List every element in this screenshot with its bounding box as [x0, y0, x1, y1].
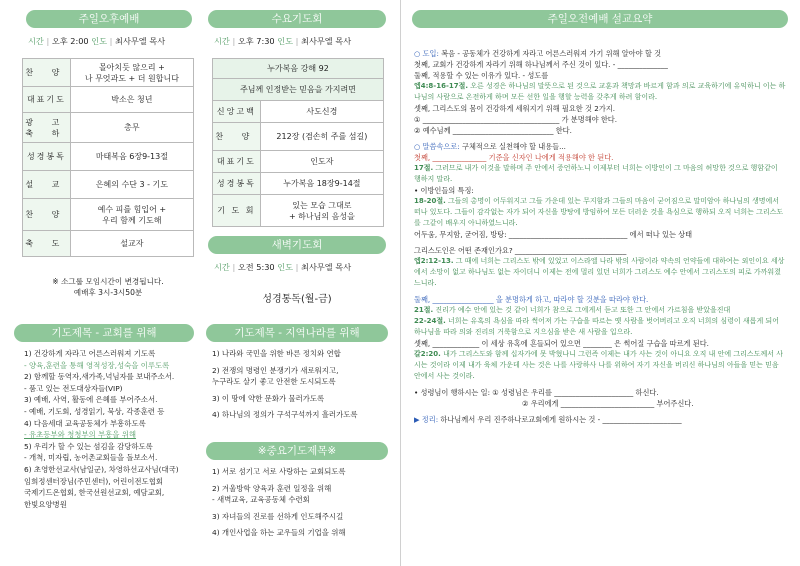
order-label: 찬 양 [23, 59, 71, 87]
dawn-timeline: 시간 | 오전 5:30 인도 | 최사무엘 목사 [214, 262, 352, 272]
order-label: 설 교 [23, 171, 71, 199]
sermon-point: 첫째, _______________ 기준을 신자인 나에게 적용해야 한 된다. [414, 153, 614, 162]
list-item: - 개척, 미자립, 농어촌교회들을 돌보소서. [24, 453, 158, 463]
sermon-point: 셋째, 그리스도의 몸이 건강하게 세워지기 위해 필요한 것 2가지. [414, 104, 616, 113]
order-label: 광 고 축 하 [23, 113, 71, 143]
order-label: 찬 양 [23, 199, 71, 231]
list-item: 한빛요양병원 [24, 499, 67, 509]
list-item: 누구라도 살기 좋고 안전한 도시되도록 [212, 377, 336, 387]
sermon-blank: 그리스도인은 어떤 존재인가요? _______________________________ [414, 246, 627, 255]
list-item: 국제기드온협회, 한국선원선교회, 예담교회, [24, 488, 165, 498]
scripture-quote [414, 81, 786, 103]
dawn-text: 성경통독(월-금) [262, 294, 332, 305]
list-item: 2) 전쟁의 명령인 분쟁기가 새로워지고, [212, 365, 339, 375]
list-item: 5) 우리가 할 수 있는 섬김을 감당하도록 [24, 441, 153, 451]
afternoon-note: ※ 소그룹 모임시간이 변경됩니다. 예배후 3시-3시50분 [52, 277, 164, 297]
list-item: 4) 개인사업을 하는 교우들의 기업을 위해 [212, 528, 346, 538]
sermon-subpoint: • 이방인들의 특징: [414, 186, 474, 195]
sermon-blank: • 성령님이 행하시는 일: ① 성령님은 우리를 ______________________ 하신다. [414, 388, 659, 397]
order-label: 성경봉독 [213, 173, 261, 195]
time-value: 오전 5:30 [237, 262, 275, 272]
apply-text: 구체적으로 실천해야 할 내용들... [462, 142, 566, 151]
list-item: 4) 하나님의 정의가 구석구석까지 흘러가도록 [212, 410, 358, 420]
verse-text: 그러므로 내가 이것을 말하며 주 안에서 증언하노니 이제부터 너희는 이방인이 그 마음의 허망한 것으로 행함같이 행하지 말라. [414, 164, 778, 183]
intro-label: ○ 도입: [414, 49, 439, 58]
leader-label: 인도 [91, 36, 108, 46]
time-value: 오후 7:30 [237, 36, 275, 46]
order-label: 신앙고백 [213, 101, 261, 123]
order-label: 찬 양 [213, 123, 261, 151]
verse-ref: 갈2:20. [414, 350, 441, 358]
apply-label: ○ 말씀속으로: [414, 142, 460, 151]
verse-text: 그들의 총명이 어두워지고 그들 가운데 있는 무지함과 그들의 마음이 굳어짐으로 말미암아 하나님의 생명에서 떠나 있도다. 그들이 감각없는 자가 되어 자신을 방탕에 방임하여 모든 더러운 것을 욕심으로 행하되 오직 너희는 그리스도를 그같이 배우지 아니하였느니라. [414, 197, 784, 227]
sermon-banner: 주일오전예배 설교요약 [412, 10, 788, 28]
verse-ref: 18-20절. [414, 197, 446, 205]
intro-text: 복음 - 공동체가 건강하게 자라고 어른스러워져 가기 위해 알아야 할 것 [441, 49, 662, 58]
order-value: 인도자 [260, 151, 383, 173]
sermon-blank: ② 우리에게 __________________________ 부어주신다. [522, 399, 694, 408]
order-value: 은혜의 수단 3 - 기도 [70, 171, 193, 199]
afternoon-order-table [22, 58, 194, 257]
page-fold-divider [400, 0, 401, 566]
order-label: 성경봉독 [23, 143, 71, 171]
verse-text: 오른 성경은 하나님의 말뜻으로 된 것으로 교훈과 책망과 바르게 함과 의로 교육하기에 유익하니 이는 하나님의 사람으로 온전하게 하며 모든 선한 일을 행할 능력을 갖추게 하려 함이라. [414, 82, 786, 101]
list-item: 6) 초영한선교사(남일군), 차영하선교사님(대국) [24, 464, 179, 474]
leader-label: 인도 [277, 262, 294, 272]
verse-text: 너희는 유혹의 욕심을 따라 썩어져 가는 구습을 따르는 옛 사람을 벗어버리고 오직 너희의 심령이 새롭게 되어 하나님을 따라 의와 진리의 거룩함으로 지으심을 받은 새 사람을 입으라. [414, 317, 779, 336]
verse-text: 진리가 예수 안에 있는 것 같이 너희가 참으로 그에게서 듣고 또한 그 안에서 가르침을 받았을진대 [435, 306, 731, 314]
list-item: - 예배, 기도회, 성경읽기, 묵상, 각종훈련 등 [24, 406, 165, 416]
sermon-blank: 어두움, 무지함, 굳어짐, 방탕: _________________________________ 에서 떠나 있는 상태 [414, 230, 693, 239]
order-label: 기 도 회 [213, 195, 261, 227]
closing-label: ▶ 정리: [414, 415, 439, 424]
sermon-intro [414, 48, 786, 59]
list-item: - 새벽교육, 교육공동체 수련회 [212, 495, 310, 505]
closing-text: 하나님께서 우리 진주하나로교회에게 원하시는 것 - ______________________ [440, 415, 682, 424]
verse-ref: 17절. [414, 164, 434, 172]
list-item: 1) 서로 섬기고 서로 사랑하는 교회되도록 [212, 467, 346, 476]
list-item: - 양육,훈련을 통해 영적성장,성숙을 이루도록 [24, 360, 170, 370]
list-item: - 품고 있는 전도대상자들(VIP) [24, 383, 123, 393]
verse-ref: 22-24절. [414, 317, 446, 325]
scripture-quote [414, 305, 786, 316]
time-label: 시간 [28, 36, 44, 46]
order-label: 대표기도 [23, 87, 71, 113]
order-label: 대표기도 [213, 151, 261, 173]
afternoon-banner: 주일오후예배 [26, 10, 192, 28]
list-item: 2) 함께할 동역자,새가족,넉님자를 보내주소서. [24, 372, 175, 382]
prayer-church-list [24, 348, 196, 510]
sermon-summary [414, 48, 786, 425]
list-item: 1) 나라와 국민을 위한 바른 정치와 연합 [212, 349, 341, 358]
time-label: 시간 [214, 36, 230, 46]
order-value: 몰아치듯 않으리 + 나 무엇과도 + 더 원합니다 [70, 59, 193, 87]
sermon-point: 둘째, 적용할 수 있는 이유가 있다. - 성도를 [414, 71, 549, 80]
sermon-point: 셋째, _____________ 이 세상 유혹에 흔들되어 있으면 ________ 은 썩어질 구습을 따르게 된다. [414, 339, 709, 348]
list-item: 3) 예배, 사역, 활동에 은혜를 부어주소서. [24, 395, 158, 405]
order-value: 누가복음 18장9-14절 [260, 173, 383, 195]
sermon-blank: ① ______________________________________ 가 분명해야 한다. [414, 115, 618, 124]
reading-title: 누가복음 강해 92 [213, 59, 384, 79]
list-item: 3) 이 땅에 약한 문화가 물러가도록 [212, 393, 325, 403]
time-value: 오후 2:00 [51, 36, 89, 46]
order-value: 박소은 청년 [70, 87, 193, 113]
dawn-banner: 새벽기도회 [208, 236, 386, 254]
scripture-quote [414, 256, 786, 289]
leader-value: 최사무엘 목사 [115, 36, 166, 46]
verse-text: 내가 그리스도와 함께 십자가에 못 박혔나니 그런즉 이제는 내가 사는 것이 아니요 오직 내 안에 그리스도께서 사시는 것이라 이제 내가 육체 가운데 사는 것은 나를 사랑하사 나를 위하여 자기 자신을 버리신 하나님의 아들을 믿는 믿음 안에서 사는 것이라. [414, 350, 783, 380]
reading-theme: 주님께 인정받는 믿음을 가지려면 [213, 79, 384, 101]
list-item: 임희정센터장님(주민센터), 어린이전도협회 [24, 476, 163, 486]
list-item: 3) 자녀들의 진로를 선하게 인도해주시길 [212, 511, 344, 521]
wednesday-banner: 수요기도회 [208, 10, 386, 28]
verse-ref: 엡4:8-16-17절. [414, 82, 469, 90]
leader-value: 최사무엘 목사 [301, 36, 352, 46]
prayer-nation-banner: 기도제목 - 지역나라를 위해 [206, 324, 388, 342]
scripture-quote [414, 349, 786, 382]
sermon-point: 둘째, _________________ 을 분명하게 하고, 따라야 할 것분을 따라야 한다. [414, 295, 649, 304]
verse-ref: 엡2:12-13. [414, 257, 454, 265]
list-item: 4) 다음세대 교육공동체가 부흥하도록 [24, 418, 146, 428]
prayer-nextgen-banner: ※중요기도제목※ [206, 442, 388, 460]
afternoon-timeline: 시간 | 오후 2:00 인도 | 최사무엘 목사 [28, 36, 166, 46]
prayer-church-banner: 기도제목 - 교회를 위해 [14, 324, 194, 342]
order-value: 212장 (겸손히 주를 섬길) [260, 123, 383, 151]
order-value: 설교자 [70, 231, 193, 257]
wednesday-timeline: 시간 | 오후 7:30 인도 | 최사무엘 목사 [214, 36, 352, 46]
wednesday-order-table [212, 58, 384, 227]
prayer-nextgen-list [212, 466, 388, 539]
sermon-point: 첫째, 교회가 건강하게 자라기 위해 하나님께서 주신 것이 있다. - ______________ [414, 60, 668, 69]
time-label: 시간 [214, 262, 230, 272]
sermon-blank: ② 예수님께 ____________________________ 한다. [414, 126, 572, 135]
prayer-nation-list [212, 348, 388, 421]
sermon-apply [414, 141, 786, 152]
leader-label: 인도 [277, 36, 294, 46]
order-value: 마태복음 6장9-13절 [70, 143, 193, 171]
order-value: 총무 [70, 113, 193, 143]
list-item: 2) 겨울방학 양육과 훈련 일정을 위해 [212, 483, 332, 493]
list-item: 1) 건강하게 자라고 어른스러워져 기도록 [24, 349, 156, 358]
order-value: 예수 피를 힘입어 + 우리 함께 기도해 [70, 199, 193, 231]
verse-ref: 21절. [414, 306, 434, 314]
order-value: 사도신경 [260, 101, 383, 123]
order-value: 있는 모습 그대로 + 하나님의 음성을 [260, 195, 383, 227]
leader-value: 최사무엘 목사 [301, 262, 352, 272]
scripture-quote [414, 163, 786, 185]
verse-text: 그 때에 너희는 그리스도 밖에 있었고 이스라엘 나라 밖의 사람이라 약속의 언약들에 대하여는 외인이요 세상에서 소망이 없고 하나님도 없는 자이더니 이제는 전에 멀리 있던 너희가 그리스도 예수 안에서 그리스도의 피로 가까워졌느니라. [414, 257, 785, 287]
sermon-closing [414, 414, 786, 425]
scripture-quote [414, 196, 786, 229]
list-item: - 유초등부와 청청부의 부흥을 위해 [24, 430, 137, 440]
scripture-quote [414, 316, 786, 338]
order-label: 축 도 [23, 231, 71, 257]
